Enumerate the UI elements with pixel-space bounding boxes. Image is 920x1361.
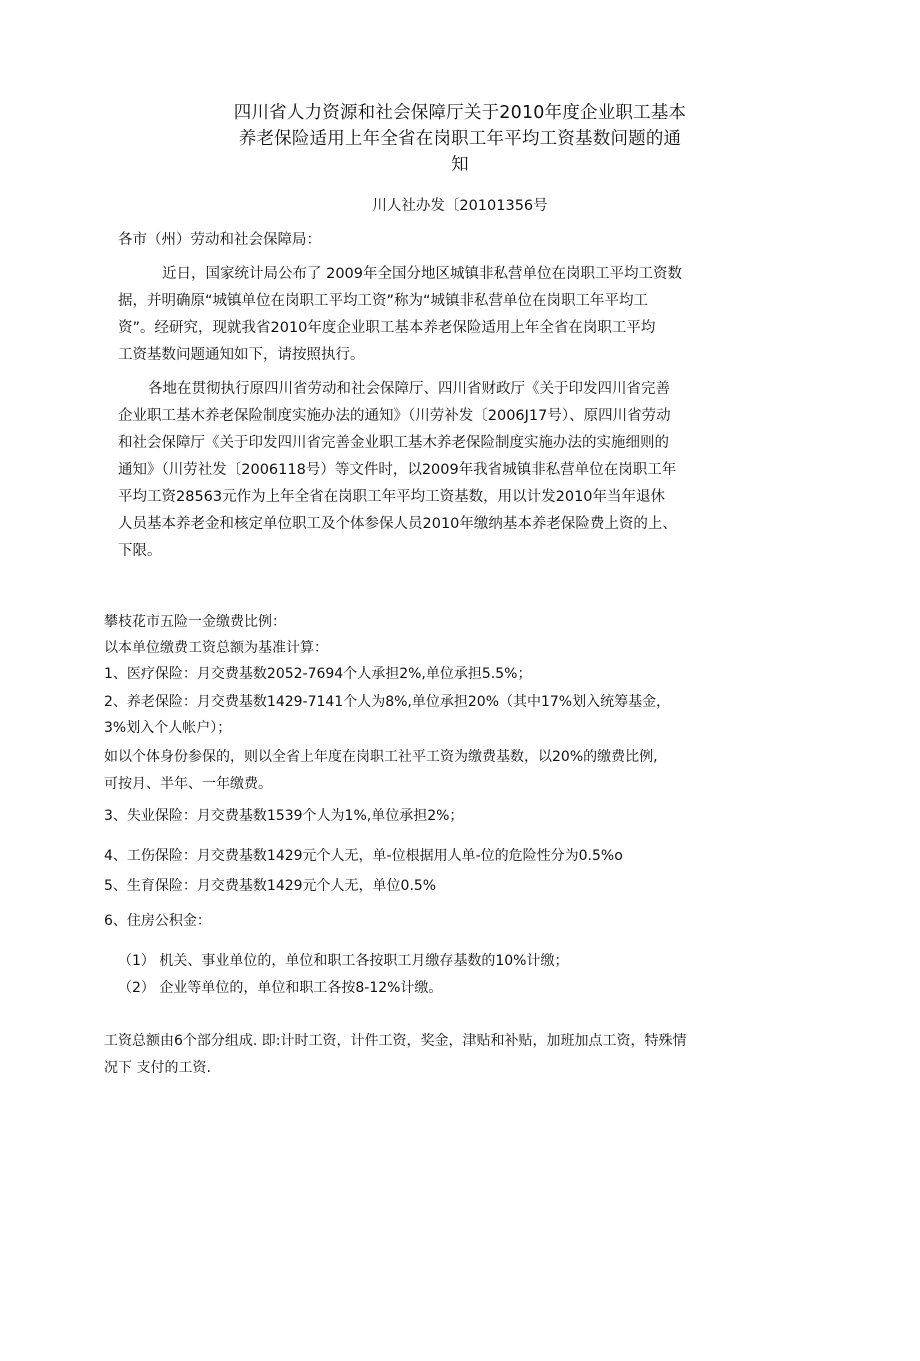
para1-line-3: 资”。经研究，现就我省2010年度企业职工基本养老保险适用上年全省在岗职工平均 <box>118 320 656 336</box>
para2-line-2: 企业职工基木养老保险制度实施办法的通知》（川劳补发〔2006J17号）、原四川省劳动 <box>118 408 671 424</box>
para2-line-3: 和社会保障厅《关于印发四川省完善金业职工基木养老保险制度实施办法的实施细则的 <box>118 435 669 451</box>
notes-item-2-line-2: 3%划入个人帐户）； <box>104 720 232 736</box>
notes-item-1: 1、医疗保险：月交费基数2052-7694个人承担2%,单位承担5.5%； <box>104 666 532 682</box>
notes-heading: 攀枝花市五险一金缴费比例： <box>104 614 286 630</box>
notes-sub-1: （1） 机关、事业单位的，单位和职工各按职工月缴存基数的10%计缴； <box>118 953 569 969</box>
notes-basis: 以本单位缴费工资总额为基准计算： <box>104 640 328 656</box>
notes-item-2-line-1: 2、养老保险：月交费基数1429-7141个人为8%,单位承担20%（其中17%划入统筹基金， <box>104 694 671 710</box>
notes-item-4: 4、工伤保险：月交费基数1429元个人无，单-位根据用人单-位的危险性分为0.5%o <box>104 848 623 864</box>
title-line-3: 知 <box>451 155 469 175</box>
notes-item-3: 3、失业保险：月交费基数1539个人为1%,单位承担2%； <box>104 808 464 824</box>
wage-line-2: 况下 支付的工资. <box>104 1060 211 1076</box>
notes-item-5: 5、生育保险：月交费基数1429元个人无，单位0.5% <box>104 878 437 894</box>
para2-line-5: 平均工资28563元作为上年全省在岗职工年平均工资基数，用以计发2010年当年退休 <box>118 489 666 505</box>
para1-line-2: 据，并明确原“城镇单位在岗职工平均工资”称为“城镇非私营单位在岗职工年平均工 <box>118 293 649 309</box>
notes-sub-2: （2） 企业等单位的，单位和职工各按8-12%计缴。 <box>118 980 443 996</box>
para2-line-1: 各地在贯彻执行原四川省劳动和社会保障厅、四川省财政厅《关于印发四川省完善 <box>148 381 670 397</box>
title-line-2: 养老保险适用上年全省在岗职工年平均工资基数问题的通 <box>238 129 682 149</box>
addressee: 各市（州）劳动和社会保障局： <box>118 232 321 248</box>
para2-line-6: 人员基本养老金和核定单位职工及个体参保人员2010年缴纳基本养老保险费上资的上、 <box>118 516 677 532</box>
para2-line-7: 下限。 <box>118 543 162 559</box>
para2-line-4: 通知》（川劳社发〔2006118号）等文件时，以2009年我省城镇非私营单位在岗职工年 <box>118 462 677 478</box>
notes-individual-line-1: 如以个体身份参保的，则以全省上年度在岗职工社平工资为缴费基数，以20%的缴费比例, <box>104 749 658 765</box>
wage-line-1: 工资总额由6个部分组成. 即:计时工资，计件工资，奖金，津贴和补贴，加班加点工资，特殊情 <box>104 1033 687 1049</box>
notes-individual-line-2: 可按月、半年、一年缴费。 <box>104 776 272 792</box>
para1-line-4: 工资基数问题通知如下，请按照执行。 <box>118 347 365 363</box>
para1-line-1: 近日，国家统计局公布了 2009年全国分地区城镇非私营单位在岗职工平均工资数 <box>162 266 683 282</box>
notes-item-6: 6、住房公积金： <box>104 913 211 929</box>
document-number: 川人社办发〔20101356号 <box>372 198 548 214</box>
title-line-1: 四川省人力资源和社会保障厅关于2010年度企业职工基本 <box>233 103 687 123</box>
